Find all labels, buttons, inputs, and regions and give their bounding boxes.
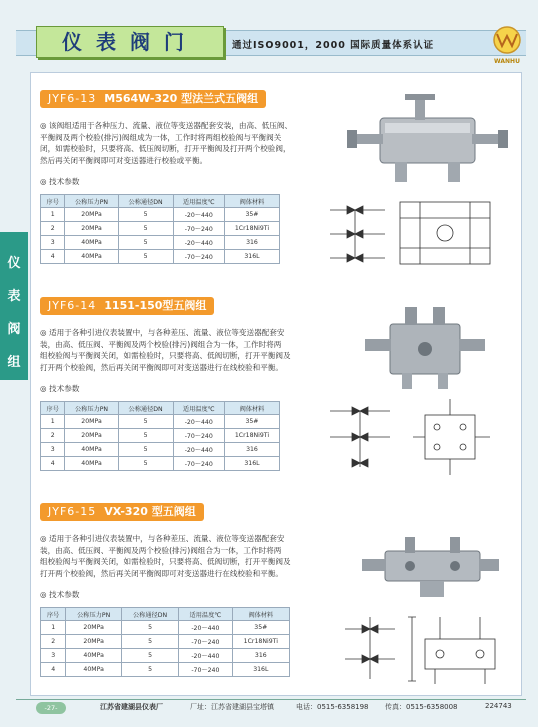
table-cell: -20～440 (173, 236, 224, 250)
side-tab-char: 组 (7, 355, 21, 370)
product-name: 1151-150型五阀组 (104, 299, 207, 312)
section-title (40, 90, 266, 108)
column-header: 适用温度℃ (173, 402, 224, 415)
table-cell: 35# (224, 208, 279, 222)
desc-line: 装，由高、低压阀、平衡阀及两个校验(排污)阀组合为一体，工作时将两 (40, 339, 282, 349)
product-description (40, 120, 310, 166)
table-cell: 2 (41, 635, 66, 649)
table-row (41, 663, 290, 677)
table-cell: 40MPa (66, 663, 122, 677)
tech-params-label: ◎ 技术参数 (40, 177, 80, 186)
section-title (40, 297, 214, 315)
footer-address: 厂址：江苏省建湖县宝塔镇 (190, 703, 274, 711)
table-header-row (41, 195, 280, 208)
table-row (41, 222, 280, 236)
table-cell: 1 (41, 208, 65, 222)
table-cell: 35# (224, 415, 279, 429)
table-row (41, 635, 290, 649)
footer-postcode: 224743 (485, 702, 512, 710)
table-row (41, 621, 290, 635)
spec-table (40, 194, 280, 264)
table-cell: 2 (41, 429, 65, 443)
desc-line: 打开两个校验阀，然后再关闭平衡阀即可对变送器进行在线校验和平衡。 (40, 362, 283, 372)
table-cell: 5 (121, 635, 178, 649)
table-cell: 1 (41, 621, 66, 635)
desc-line: 然后再关闭平衡阀即可对变送器进行校验或平衡。 (40, 155, 208, 165)
table-cell: 3 (41, 236, 65, 250)
table-cell: 5 (121, 621, 178, 635)
table-cell: -20～440 (179, 621, 233, 635)
side-tab-char: 表 (7, 289, 21, 304)
table-cell: 5 (118, 443, 173, 457)
table-cell: 5 (118, 457, 173, 471)
table-cell: 5 (121, 663, 178, 677)
table-row (41, 457, 280, 471)
table-cell: 40MPa (65, 250, 118, 264)
table-cell: 5 (121, 649, 178, 663)
desc-line: 平衡阀及两个校验(排污)阀组成为一体，工作时将两组校验阀与平衡阀关 (40, 132, 282, 142)
table-cell: 4 (41, 663, 66, 677)
table-cell: 40MPa (65, 443, 118, 457)
table-cell: 2 (41, 222, 65, 236)
side-tab-char: 仪 (7, 256, 21, 271)
table-cell: 40MPa (65, 457, 118, 471)
table-cell: -20～440 (173, 443, 224, 457)
table-row (41, 443, 280, 457)
table-header-row (41, 608, 290, 621)
footer-phone: 电话：0515-6358198 (296, 703, 369, 711)
table-cell: 316L (224, 250, 279, 264)
table-cell: 20MPa (65, 222, 118, 236)
column-header: 公称压力PN (66, 608, 122, 621)
table-cell: 5 (118, 222, 173, 236)
table-row (41, 415, 280, 429)
column-header: 公称压力PN (65, 195, 118, 208)
product-code: JYF6-13 (48, 92, 97, 105)
table-cell: 20MPa (65, 415, 118, 429)
column-header: 公称通径DN (118, 195, 173, 208)
product-section-jyf6-14 (40, 297, 510, 487)
valve-product-photo (345, 90, 510, 190)
product-section-jyf6-13 (40, 90, 510, 280)
table-cell: 3 (41, 443, 65, 457)
column-header: 序号 (41, 195, 65, 208)
page-number: -27- (36, 702, 66, 714)
desc-line: ◎ 适用于各种引进仪表装置中，与各种差压、流量、液位等变送器配套安 (40, 328, 285, 337)
valve-product-photo (360, 531, 500, 603)
side-category-tab (0, 232, 28, 380)
page-title: 仪表阀门 (62, 30, 198, 54)
table-row (41, 250, 280, 264)
column-header: 适用温度℃ (173, 195, 224, 208)
table-cell: 5 (118, 208, 173, 222)
desc-line: 装，由高、低压阀、平衡阀及两个校验(排污)阀组合为一体，工作时将两 (40, 545, 282, 555)
desc-line: ◎ 适用于各种引进仪表装置中，与各种差压、流量、液位等变送器配套安 (40, 534, 285, 543)
table-cell: 5 (118, 429, 173, 443)
certification-text: 通过ISO9001，2000 国际质量体系认证 (232, 40, 435, 51)
table-cell: -70～240 (173, 429, 224, 443)
footer-divider (16, 699, 526, 700)
product-description (40, 533, 320, 579)
product-code: JYF6-15 (48, 505, 97, 518)
table-cell: 1Cr18Ni9Ti (224, 429, 279, 443)
table-cell: 20MPa (66, 621, 122, 635)
tech-params-label: ◎ 技术参数 (40, 384, 80, 393)
footer-fax: 传真：0515-6358008 (385, 703, 458, 711)
table-cell: 316 (232, 649, 289, 663)
spec-table (40, 401, 280, 471)
table-row (41, 649, 290, 663)
table-cell: 4 (41, 457, 65, 471)
spec-table (40, 607, 290, 677)
table-cell: 316 (224, 443, 279, 457)
product-description (40, 327, 310, 373)
table-cell: 5 (118, 415, 173, 429)
table-cell: 316L (224, 457, 279, 471)
table-cell: 40MPa (65, 236, 118, 250)
logo-brand-text: WANHU (494, 58, 520, 65)
column-header: 公称压力PN (65, 402, 118, 415)
desc-line: 组校验阀与平衡阀关闭，如需检验时，只要将高、低阀切断，打开平衡阀及 (40, 351, 291, 360)
desc-line: ◎ 该阀组适用于各种压力、流量、液位等变送器配套安装，由高、低压阀、 (40, 121, 293, 130)
column-header: 阀体材料 (224, 402, 279, 415)
column-header: 公称通径DN (118, 402, 173, 415)
page-title-box (36, 26, 224, 58)
product-section-jyf6-15 (40, 503, 510, 693)
table-cell: -70～240 (179, 663, 233, 677)
table-cell: 1 (41, 415, 65, 429)
table-cell: -20～440 (179, 649, 233, 663)
table-cell: 4 (41, 250, 65, 264)
tech-params-label: ◎ 技术参数 (40, 590, 80, 599)
product-name: M564W-320 型法兰式五阀组 (104, 92, 259, 105)
column-header: 适用温度℃ (179, 608, 233, 621)
table-row (41, 208, 280, 222)
table-cell: 316L (232, 663, 289, 677)
column-header: 阀体材料 (232, 608, 289, 621)
table-cell: 1Cr18Ni9Ti (232, 635, 289, 649)
table-cell: 5 (118, 250, 173, 264)
desc-line: 闭，如需校验时，只要将高、低压阀切断，打开平衡阀及打开两个校验阀， (40, 144, 291, 153)
table-cell: 3 (41, 649, 66, 663)
table-cell: -70～240 (173, 222, 224, 236)
table-header-row (41, 402, 280, 415)
column-header: 阀体材料 (224, 195, 279, 208)
table-row (41, 236, 280, 250)
column-header: 序号 (41, 402, 65, 415)
column-header: 公称通径DN (121, 608, 178, 621)
table-cell: -20～440 (173, 415, 224, 429)
valve-schematic-drawing (340, 609, 505, 687)
table-cell: -70～240 (179, 635, 233, 649)
table-row (41, 429, 280, 443)
product-code: JYF6-14 (48, 299, 97, 312)
table-cell: 20MPa (65, 429, 118, 443)
valve-schematic-drawing (325, 397, 500, 477)
table-cell: 316 (224, 236, 279, 250)
product-name: VX-320 型五阀组 (104, 505, 196, 518)
section-title (40, 503, 204, 521)
footer-company: 江苏省建湖县仪表厂 (100, 703, 163, 711)
desc-line: 打开两个校验阀，然后再关闭平衡阀即可对变送器进行在线校验和平衡。 (40, 568, 283, 578)
side-tab-char: 阀 (7, 322, 21, 337)
table-cell: 1Cr18Ni9Ti (224, 222, 279, 236)
table-cell: -20～440 (173, 208, 224, 222)
valve-product-photo (350, 299, 500, 394)
table-cell: 5 (118, 236, 173, 250)
table-cell: -70～240 (173, 250, 224, 264)
table-cell: 20MPa (66, 635, 122, 649)
column-header: 序号 (41, 608, 66, 621)
valve-schematic-drawing (325, 198, 500, 270)
table-cell: 35# (232, 621, 289, 635)
table-cell: 40MPa (66, 649, 122, 663)
table-cell: 20MPa (65, 208, 118, 222)
table-cell: -70～240 (173, 457, 224, 471)
desc-line: 组校验阀与平衡阀关闭，如需检验时，只要将高、低阀切断，打开平衡阀及 (40, 557, 291, 566)
